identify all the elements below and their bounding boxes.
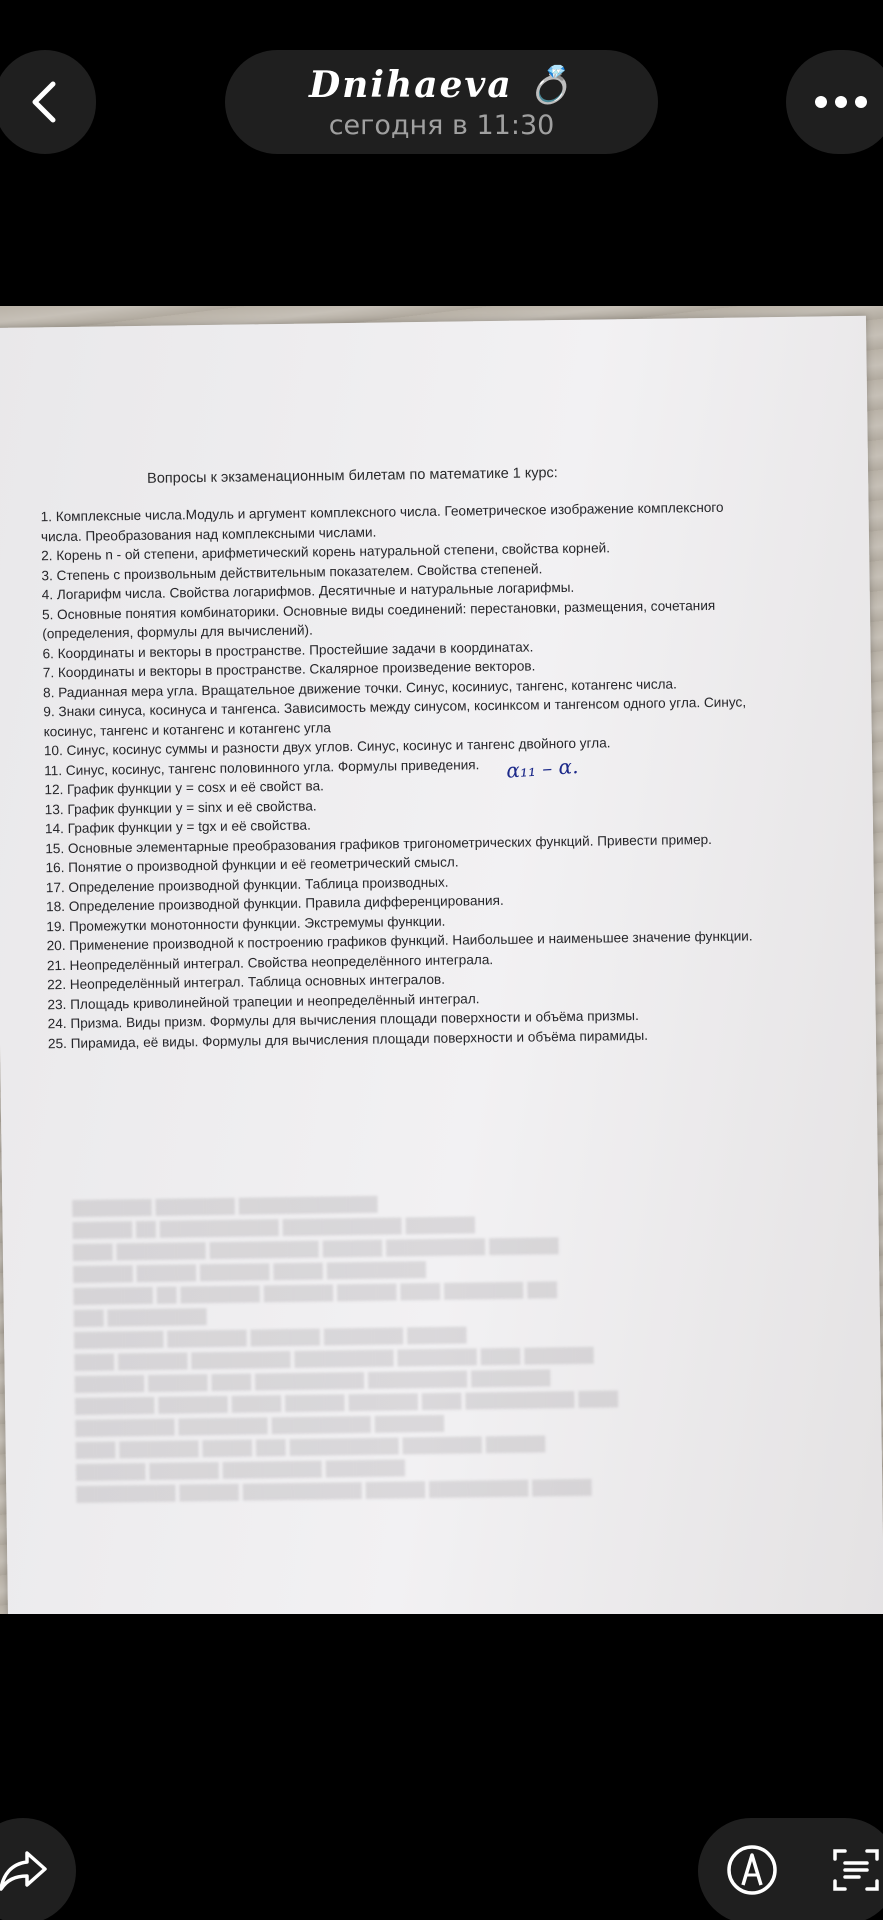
ellipsis-icon: [813, 94, 869, 110]
markup-button[interactable]: [724, 1842, 780, 1898]
live-text-button[interactable]: [828, 1842, 883, 1898]
question-item: 2. Корень n - ой степени, арифметический корень натуральной степени, свойства корней.: [41, 540, 611, 564]
question-item: 16. Понятие о производной функции и её геометрический смысл.: [45, 854, 459, 876]
question-item: 5. Основные понятия комбинаторики. Основные виды соединений: перестановки, размещения, сочетания (определения, формулы для вычислений).: [41, 597, 716, 642]
question-item: 6. Координаты и векторы в пространстве. Простейшие задачи в координатах.: [42, 638, 534, 661]
question-item: 15. Основные элементарные преобразования графиков тригонометрических функций. Привести пример.: [45, 831, 712, 856]
question-item: 21. Неопределённый интеграл. Свойства неопределённого интеграла.: [46, 951, 494, 973]
show-through-text: ████████ ████████ ██████████████ ██████ ██ ████████████ ████████████ ███████ ████ █████████ ███████████ ██████ ██████████ ███████ ██████ ██████ ███████ █████ ██████████ ████████ ██ ████████ ███████ ██████ ████ ████████ ███ ███ ██████████ █████████ ████████ ███████ ████████ ██████ ████ ███████ ██████████ ██████████ ████████ ████ ███████ ███████ ██████ ████ ███████████ ██████████ ████████ ████████ ███████ █████ ██████ ███████ ████ ███████████ ████ ██████████ █████████ ██████████ ███████ ████ ████████ █████ ███ ███████████ ████████ ██████ ███████ ███████ ██████████ ████████ ██████████ ██████ ████████████ ██████ ██████████ ██████: [72, 1195, 619, 1502]
sender-name: Dnihaeva 💍: [308, 64, 575, 106]
question-item: 8. Радианная мера угла. Вращательное движение точки. Синус, косиниус, тангенс, котангенс числа.: [42, 675, 677, 700]
more-button[interactable]: [786, 50, 883, 154]
question-item: 23. Площадь криволинейной трапеции и неопределённый интеграл.: [47, 990, 480, 1012]
question-item: 3. Степень с произвольным действительным показателем. Свойства степеней.: [41, 560, 543, 583]
share-button[interactable]: [0, 1818, 76, 1920]
document-title: Вопросы к экзаменационным билетам по математике 1 курс:: [147, 465, 558, 487]
question-item: 25. Пирамида, её виды. Формулы для вычисления площади поверхности и объёма пирамиды.: [47, 1027, 649, 1051]
question-item: 20. Применение производной к построению графиков функций. Наибольшее и наименьшее значение функции.: [46, 928, 753, 954]
markup-pen-icon: [725, 1843, 779, 1897]
question-list: [41, 497, 769, 1053]
chat-title[interactable]: [225, 50, 658, 154]
handwritten-note: α₁₁ – α.: [505, 753, 580, 783]
paper-sheet: [0, 316, 883, 1614]
live-text-icon: [831, 1845, 881, 1895]
question-item: 9. Знаки синуса, косинуса и тангенса. Зависимость между синусом, косинксом и тангенсом одного угла. Синус, косинус, тангенс и котангенс и котангенс угла: [43, 694, 747, 739]
photo[interactable]: [0, 306, 883, 1614]
question-item: 11. Синус, косинус, тангенс половинного угла. Формулы приведения.: [44, 756, 480, 778]
question-item: 19. Промежутки монотонности функции. Экстремумы функции.: [46, 913, 446, 934]
question-item: 22. Неопределённый интеграл. Таблица основных интегралов.: [47, 971, 446, 993]
sent-time: сегодня в 11:30: [328, 110, 555, 141]
question-item: 10. Синус, косинус суммы и разности двух углов. Синус, косинус и тангенс двойного угла.: [43, 735, 611, 759]
question-item: 14. График функции y = tgx и её свойства.: [44, 817, 311, 837]
back-button[interactable]: [0, 50, 96, 154]
question-item: 12. График функции y = cosx и её свойст ва.: [44, 778, 324, 798]
question-item: 7. Координаты и векторы в пространстве. Скалярное произведение векторов.: [42, 658, 536, 681]
question-item: 13. График функции y = sinx и её свойства.: [44, 797, 317, 817]
question-item: 17. Определение производной функции. Таблица производных.: [45, 874, 449, 895]
chevron-left-icon: [25, 78, 65, 126]
question-item: 18. Определение производной функции. Правила дифференцирования.: [45, 892, 504, 915]
question-item: 4. Логарифм числа. Свойства логарифмов. Десятичные и натуральные логарифмы.: [41, 579, 575, 603]
photo-tools: [698, 1818, 883, 1920]
question-item: 24. Призма. Виды призм. Формулы для вычисления площади поверхности и объёма призмы.: [47, 1008, 639, 1032]
question-item: 1. Комплексные числа.Модуль и аргумент комплексного числа. Геометрическое изображение комплексного числа. Преобразования над комплексными числами.: [40, 499, 724, 544]
share-arrow-icon: [0, 1849, 49, 1893]
